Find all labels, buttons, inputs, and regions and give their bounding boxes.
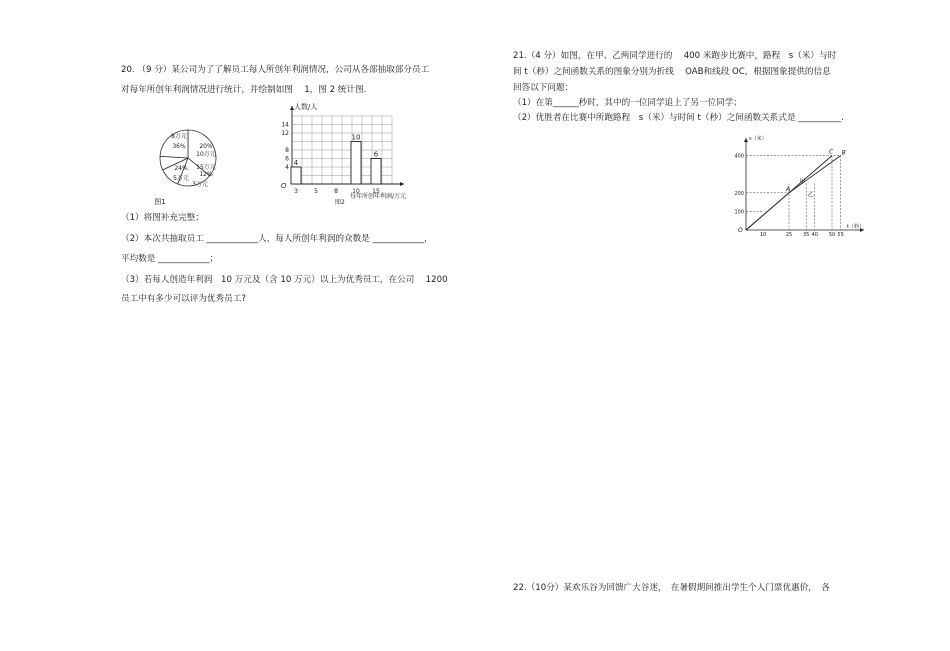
t-tick-label: 50 <box>828 232 836 238</box>
t-tick-label: 10 <box>760 232 767 238</box>
x-tick-label: 10 <box>352 188 360 195</box>
q21-part2: （2）优胜者在比赛中所跑路程 s（米）与时间 t（秒）之间函数关系式是 __________. <box>513 113 844 123</box>
pie-chart-figure <box>154 122 230 212</box>
q20-line1: 20. （9 分）某公司为了了解员工每人所创年利润情况，公司从各部抽取部分员工 <box>121 65 430 75</box>
s-axis-label: s（米） <box>749 136 767 142</box>
s-tick-label: 100 <box>734 209 744 216</box>
bar-chart-figure <box>278 100 448 208</box>
q22-line1: 22.（10分）某欢乐谷为回馈广大谷迷， 在暑假期间推出学生个人门票优惠价， 各 <box>513 583 830 593</box>
race-graph-svg <box>730 132 872 238</box>
origin-label: O <box>738 227 743 234</box>
x-tick-label: 5 <box>314 188 318 195</box>
q21-line1: 21.（4 分）如图，在甲、乙两同学进行的 400 米跑步比赛中，路程 s（米）与时 <box>513 51 837 61</box>
origin-label: O <box>281 182 287 190</box>
y-tick-label: 14 <box>281 121 289 129</box>
q20-part2-line2: 平均数是 ____________； <box>121 254 219 264</box>
y-tick-label: 6 <box>285 155 289 163</box>
pie-label: 5万元 <box>173 175 189 182</box>
s-tick-label: 400 <box>734 153 744 160</box>
q20-part2-line1: （2）本次共抽取员工 ____________人，每人所创年利润的众数是 ____________， <box>121 234 433 244</box>
s-axis-arrow <box>744 138 748 142</box>
x-tick-label: 8 <box>334 188 338 195</box>
bar <box>291 167 301 184</box>
bar-chart-content <box>281 102 406 206</box>
pie-label: 3万元 <box>192 181 208 188</box>
pie-label: 15万元 <box>196 164 216 171</box>
series-label: 乙 <box>807 191 814 199</box>
q20-part3-line1: （3）若每人创造年利润 10 万元及（含 10 万元）以上为优秀员工，在公司 1200 <box>121 275 448 285</box>
pie-chart-svg <box>154 122 230 212</box>
q20-part3-line2: 员工中有多少可以评为优秀员工? <box>121 294 246 304</box>
t-tick-label: 35 <box>803 232 810 238</box>
x-tick-label: 3 <box>294 188 298 195</box>
bar-caption: 图2 <box>335 199 345 206</box>
race-graph-content <box>734 135 864 238</box>
point-label: C <box>829 148 834 156</box>
pie-slices <box>160 130 216 188</box>
q20-part1: （1）将图补充完整； <box>121 213 204 223</box>
s-tick-label: 200 <box>734 190 744 197</box>
race-graph-figure <box>730 132 872 238</box>
series-label: 甲 <box>799 178 806 186</box>
bar-chart-svg <box>278 100 448 208</box>
q20-line2: 对每年所创年利润情况进行统计，并绘制如图 1，图 2 统计图. <box>121 85 367 95</box>
y-tick-label: 4 <box>285 164 289 171</box>
x-axis-arrow <box>400 182 404 186</box>
x-tick-label: 15 <box>372 188 380 195</box>
point-label: A <box>786 185 791 193</box>
bar-value-label: 10 <box>351 133 361 142</box>
t-tick-label: 40 <box>811 232 818 238</box>
pie-label: 20% <box>199 143 213 150</box>
pie-label: 24% <box>174 165 188 172</box>
x-axis-label: 每年所创年利润/万元 <box>350 193 407 200</box>
q21-line3: 回答以下问题： <box>513 83 574 93</box>
bar-value-label: 4 <box>293 159 299 167</box>
bar <box>371 159 381 185</box>
y-tick-label: 8 <box>285 147 289 154</box>
pie-label: 10万元 <box>196 151 216 158</box>
pie-label: 8万元 <box>171 133 187 140</box>
t-tick-label: 55 <box>837 232 844 238</box>
y-axis-label: 人数/人 <box>294 103 318 111</box>
y-tick-label: 12 <box>281 130 289 137</box>
bar-value-label: 6 <box>373 150 379 159</box>
pie-caption: 图1 <box>154 198 166 206</box>
q21-line2: 间 t（秒）之间函数关系的图象分别为折线 OAB和线段 OC，根据图象提供的信息 <box>513 67 831 77</box>
pie-label: 12% <box>199 171 213 178</box>
q21-part1: （1）在第______秒时，其中的一位同学追上了另一位同学； <box>513 98 742 108</box>
bar <box>351 142 361 185</box>
point-label: B <box>841 149 846 157</box>
t-tick-label: 25 <box>785 232 793 238</box>
t-axis-label: t（秒） <box>847 224 864 230</box>
pie-label: 36% <box>172 143 186 150</box>
